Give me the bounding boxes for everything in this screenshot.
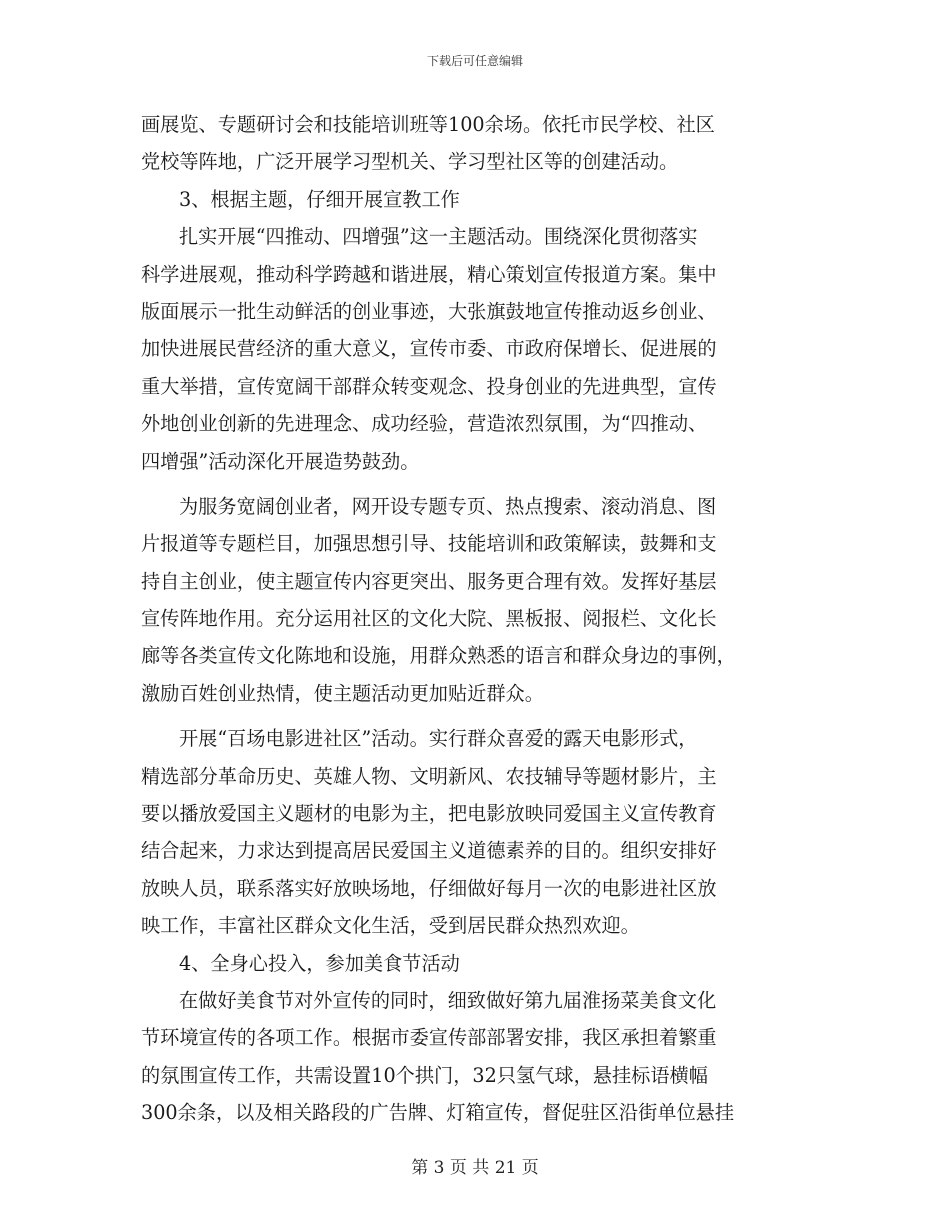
text-line: 科学进展观，推动科学跨越和谐进展，精心策划宣传报道方案。集中 <box>141 262 717 286</box>
text-line: 结合起来，力求达到提高居民爱国主义道德素养的目的。组织安排好 <box>141 839 717 863</box>
text-line: 党校等阵地，广泛开展学习型机关、学习型社区等的创建活动。 <box>141 150 679 174</box>
text-line: 四增强”活动深化开展造势鼓劲。 <box>141 449 420 473</box>
text-line: 节环境宣传的各项工作。根据市委宣传部部署安排，我区承担着繁重 <box>141 1026 717 1050</box>
text-line: 精选部分革命历史、英雄人物、文明新风、农技辅导等题材影片，主 <box>141 764 717 788</box>
text-line: 要以播放爱国主义题材的电影为主，把电影放映同爱国主义宣传教育 <box>141 802 717 826</box>
text-line: 持自主创业，使主题宣传内容更突出、服务更合理有效。发挥好基层 <box>141 569 717 593</box>
text-line: 片报道等专题栏目，加强思想引导、技能培训和政策解读，鼓舞和支 <box>141 532 717 556</box>
text-line: 外地创业创新的先进理念、成功经验，营造浓烈氛围，为“四推动、 <box>141 412 708 436</box>
text-line: 重大举措，宣传宽阔干部群众转变观念、投身创业的先进典型，宣传 <box>141 374 717 398</box>
text-line: 在做好美食节对外宣传的同时，细致做好第九届淮扬菜美食文化 <box>179 988 717 1012</box>
text-line: 宣传阵地作用。充分运用社区的文化大院、黑板报、阅报栏、文化长 <box>141 607 717 631</box>
text-line: 放映人员，联系落实好放映场地，仔细做好每月一次的电影进社区放 <box>141 876 717 900</box>
text-line: 廊等各类宣传文化陈地和设施，用群众熟悉的语言和群众身边的事例， <box>141 644 736 668</box>
section-heading: 4、全身心投入，参加美食节活动 <box>179 951 460 975</box>
document-body <box>141 106 811 1132</box>
text-line: 画展览、专题研讨会和技能培训班等100余场。依托市民学校、社区 <box>141 113 715 136</box>
text-line: 版面展示一批生动鲜活的创业事迹，大张旗鼓地宣传推动返乡创业、 <box>141 299 717 323</box>
text-line: 加快进展民营经济的重大意义，宣传市委、市政府保增长、促进展的 <box>141 337 717 361</box>
section-heading: 3、根据主题，仔细开展宣教工作 <box>179 187 460 211</box>
text-line: 300余条，以及相关路段的广告牌、灯箱宣传，督促驻区沿街单位悬挂 <box>141 1101 735 1125</box>
page-footer: 第 3 页 共 21 页 <box>411 1158 539 1178</box>
text-line: 映工作，丰富社区群众文化生活，受到居民群众热烈欢迎。 <box>141 914 640 938</box>
text-line: 的氛围宣传工作，共需设置10个拱门，32只氢气球，悬挂标语横幅 <box>141 1063 708 1087</box>
text-line: 为服务宽阔创业者，网开设专题专页、热点搜索、滚动消息、图 <box>179 494 717 518</box>
page-header: 下载后可任意编辑 <box>426 54 523 68</box>
text-line: 激励百姓创业热情，使主题活动更加贴近群众。 <box>141 681 544 705</box>
text-line: 开展“百场电影进社区”活动。实行群众喜爱的露天电影形式， <box>179 727 698 751</box>
text-line: 扎实开展“四推动、四增强”这一主题活动。围绕深化贯彻落实 <box>179 225 698 249</box>
